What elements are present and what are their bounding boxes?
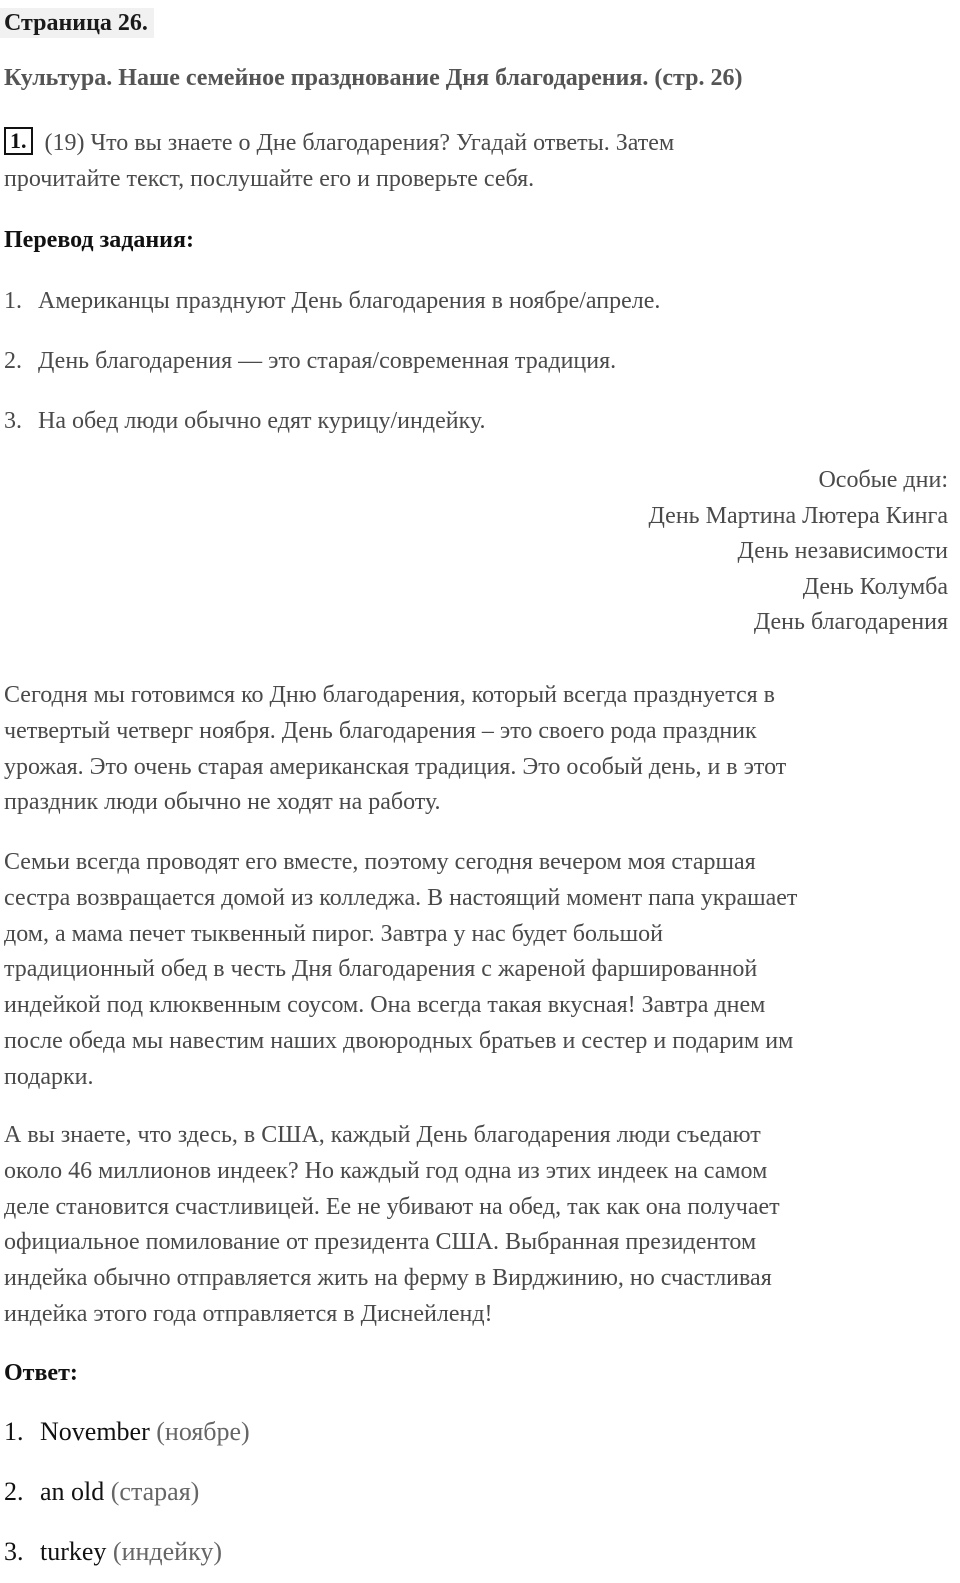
paragraph-line: Сегодня мы готовимся ко Дню благодарения, который всегда празднуется в bbox=[4, 682, 775, 708]
answer-item-number: 1. bbox=[4, 1417, 24, 1446]
answer-item-number: 3. bbox=[4, 1537, 24, 1566]
translation-heading: Перевод задания: bbox=[4, 227, 194, 253]
paragraph-line: сестра возвращается домой из колледжа. В настоящий момент папа украшает bbox=[4, 884, 798, 911]
task-instruction bbox=[4, 125, 954, 197]
translation-item-number: 2. bbox=[4, 348, 22, 374]
paragraph-line: после обеда мы навестим наших двоюродных братьев и сестер и подарим им bbox=[4, 1027, 794, 1054]
paragraph-line: дом, а мама печет тыквенный пирог. Завтра у нас будет большой bbox=[4, 920, 663, 947]
answer-russian: (индейку) bbox=[112, 1537, 223, 1566]
answer-item bbox=[4, 1476, 199, 1508]
translation-item-text: На обед люди обычно едят курицу/индейку. bbox=[38, 408, 486, 434]
paragraph-line: подарки. bbox=[4, 1063, 94, 1090]
text-paragraph-1 bbox=[4, 678, 952, 821]
paragraph-line: официальное помилование от президента США. Выбранная президентом bbox=[4, 1229, 757, 1256]
translation-item-number: 3. bbox=[4, 408, 22, 434]
translation-item-text: Американцы празднуют День благодарения в ноябре/апреле. bbox=[38, 288, 661, 314]
answer-english: November bbox=[40, 1417, 150, 1446]
special-day-item: День Мартина Лютера Кинга bbox=[648, 502, 948, 529]
answer-russian: (ноябре) bbox=[156, 1417, 250, 1446]
paragraph-line: индейкой под клюквенным соусом. Она всегда такая вкусная! Завтра днем bbox=[4, 992, 766, 1019]
special-days-box bbox=[649, 463, 948, 641]
paragraph-line: около 46 миллионов индеек? Но каждый год одна из этих индеек на самом bbox=[4, 1157, 768, 1184]
paragraph-line: Семьи всегда проводят его вместе, поэтому сегодня вечером моя старшая bbox=[4, 849, 756, 875]
paragraph-line: индейка обычно отправляется жить на ферму в Вирджинию, но счастливая bbox=[4, 1265, 772, 1292]
special-day-item: День Колумба bbox=[802, 573, 948, 600]
answer-item-number: 2. bbox=[4, 1477, 24, 1506]
translation-item bbox=[4, 346, 616, 376]
paragraph-line: традиционный обед в честь Дня благодарения с жареной фаршированной bbox=[4, 956, 758, 983]
translation-item-number: 1. bbox=[4, 288, 22, 314]
paragraph-line: А вы знаете, что здесь, в США, каждый День благодарения люди съедают bbox=[4, 1122, 761, 1148]
translation-item bbox=[4, 406, 485, 436]
page-title: Страница 26. bbox=[0, 8, 154, 38]
special-day-item: День независимости bbox=[737, 538, 948, 564]
answer-english: an old bbox=[40, 1477, 105, 1506]
section-title: Культура. Наше семейное празднование Дня благодарения. (стр. 26) bbox=[4, 65, 743, 91]
text-paragraph-3 bbox=[4, 1118, 952, 1333]
answer-item bbox=[4, 1536, 222, 1568]
task-number-badge: 1. bbox=[4, 127, 33, 155]
paragraph-line: деле становится счастливицей. Ее не убивают на обед, так как она получает bbox=[4, 1193, 780, 1220]
paragraph-line: четвертый четверг ноября. День благодарения – это своего рода праздник bbox=[4, 717, 757, 744]
text-paragraph-2 bbox=[4, 845, 952, 1096]
translation-item-text: День благодарения — это старая/современная традиция. bbox=[38, 348, 617, 374]
answer-item bbox=[4, 1416, 250, 1448]
translation-item bbox=[4, 286, 660, 316]
task-text-line2: прочитайте текст, послушайте его и проверьте себя. bbox=[4, 166, 535, 192]
paragraph-line: праздник люди обычно не ходят на работу. bbox=[4, 789, 441, 816]
paragraph-line: урожая. Это очень старая американская традиция. Это особый день, и в этот bbox=[4, 753, 787, 780]
special-day-item: День благодарения bbox=[753, 609, 948, 635]
task-text-line1: (19) Что вы знаете о Дне благодарения? Угадай ответы. Затем bbox=[44, 130, 675, 156]
answer-russian: (старая) bbox=[110, 1477, 200, 1506]
answer-heading: Ответ: bbox=[4, 1360, 78, 1386]
paragraph-line: индейка этого года отправляется в Диснейленд! bbox=[4, 1300, 493, 1327]
special-days-title: Особые дни: bbox=[818, 467, 948, 493]
answer-english: turkey bbox=[40, 1537, 107, 1566]
